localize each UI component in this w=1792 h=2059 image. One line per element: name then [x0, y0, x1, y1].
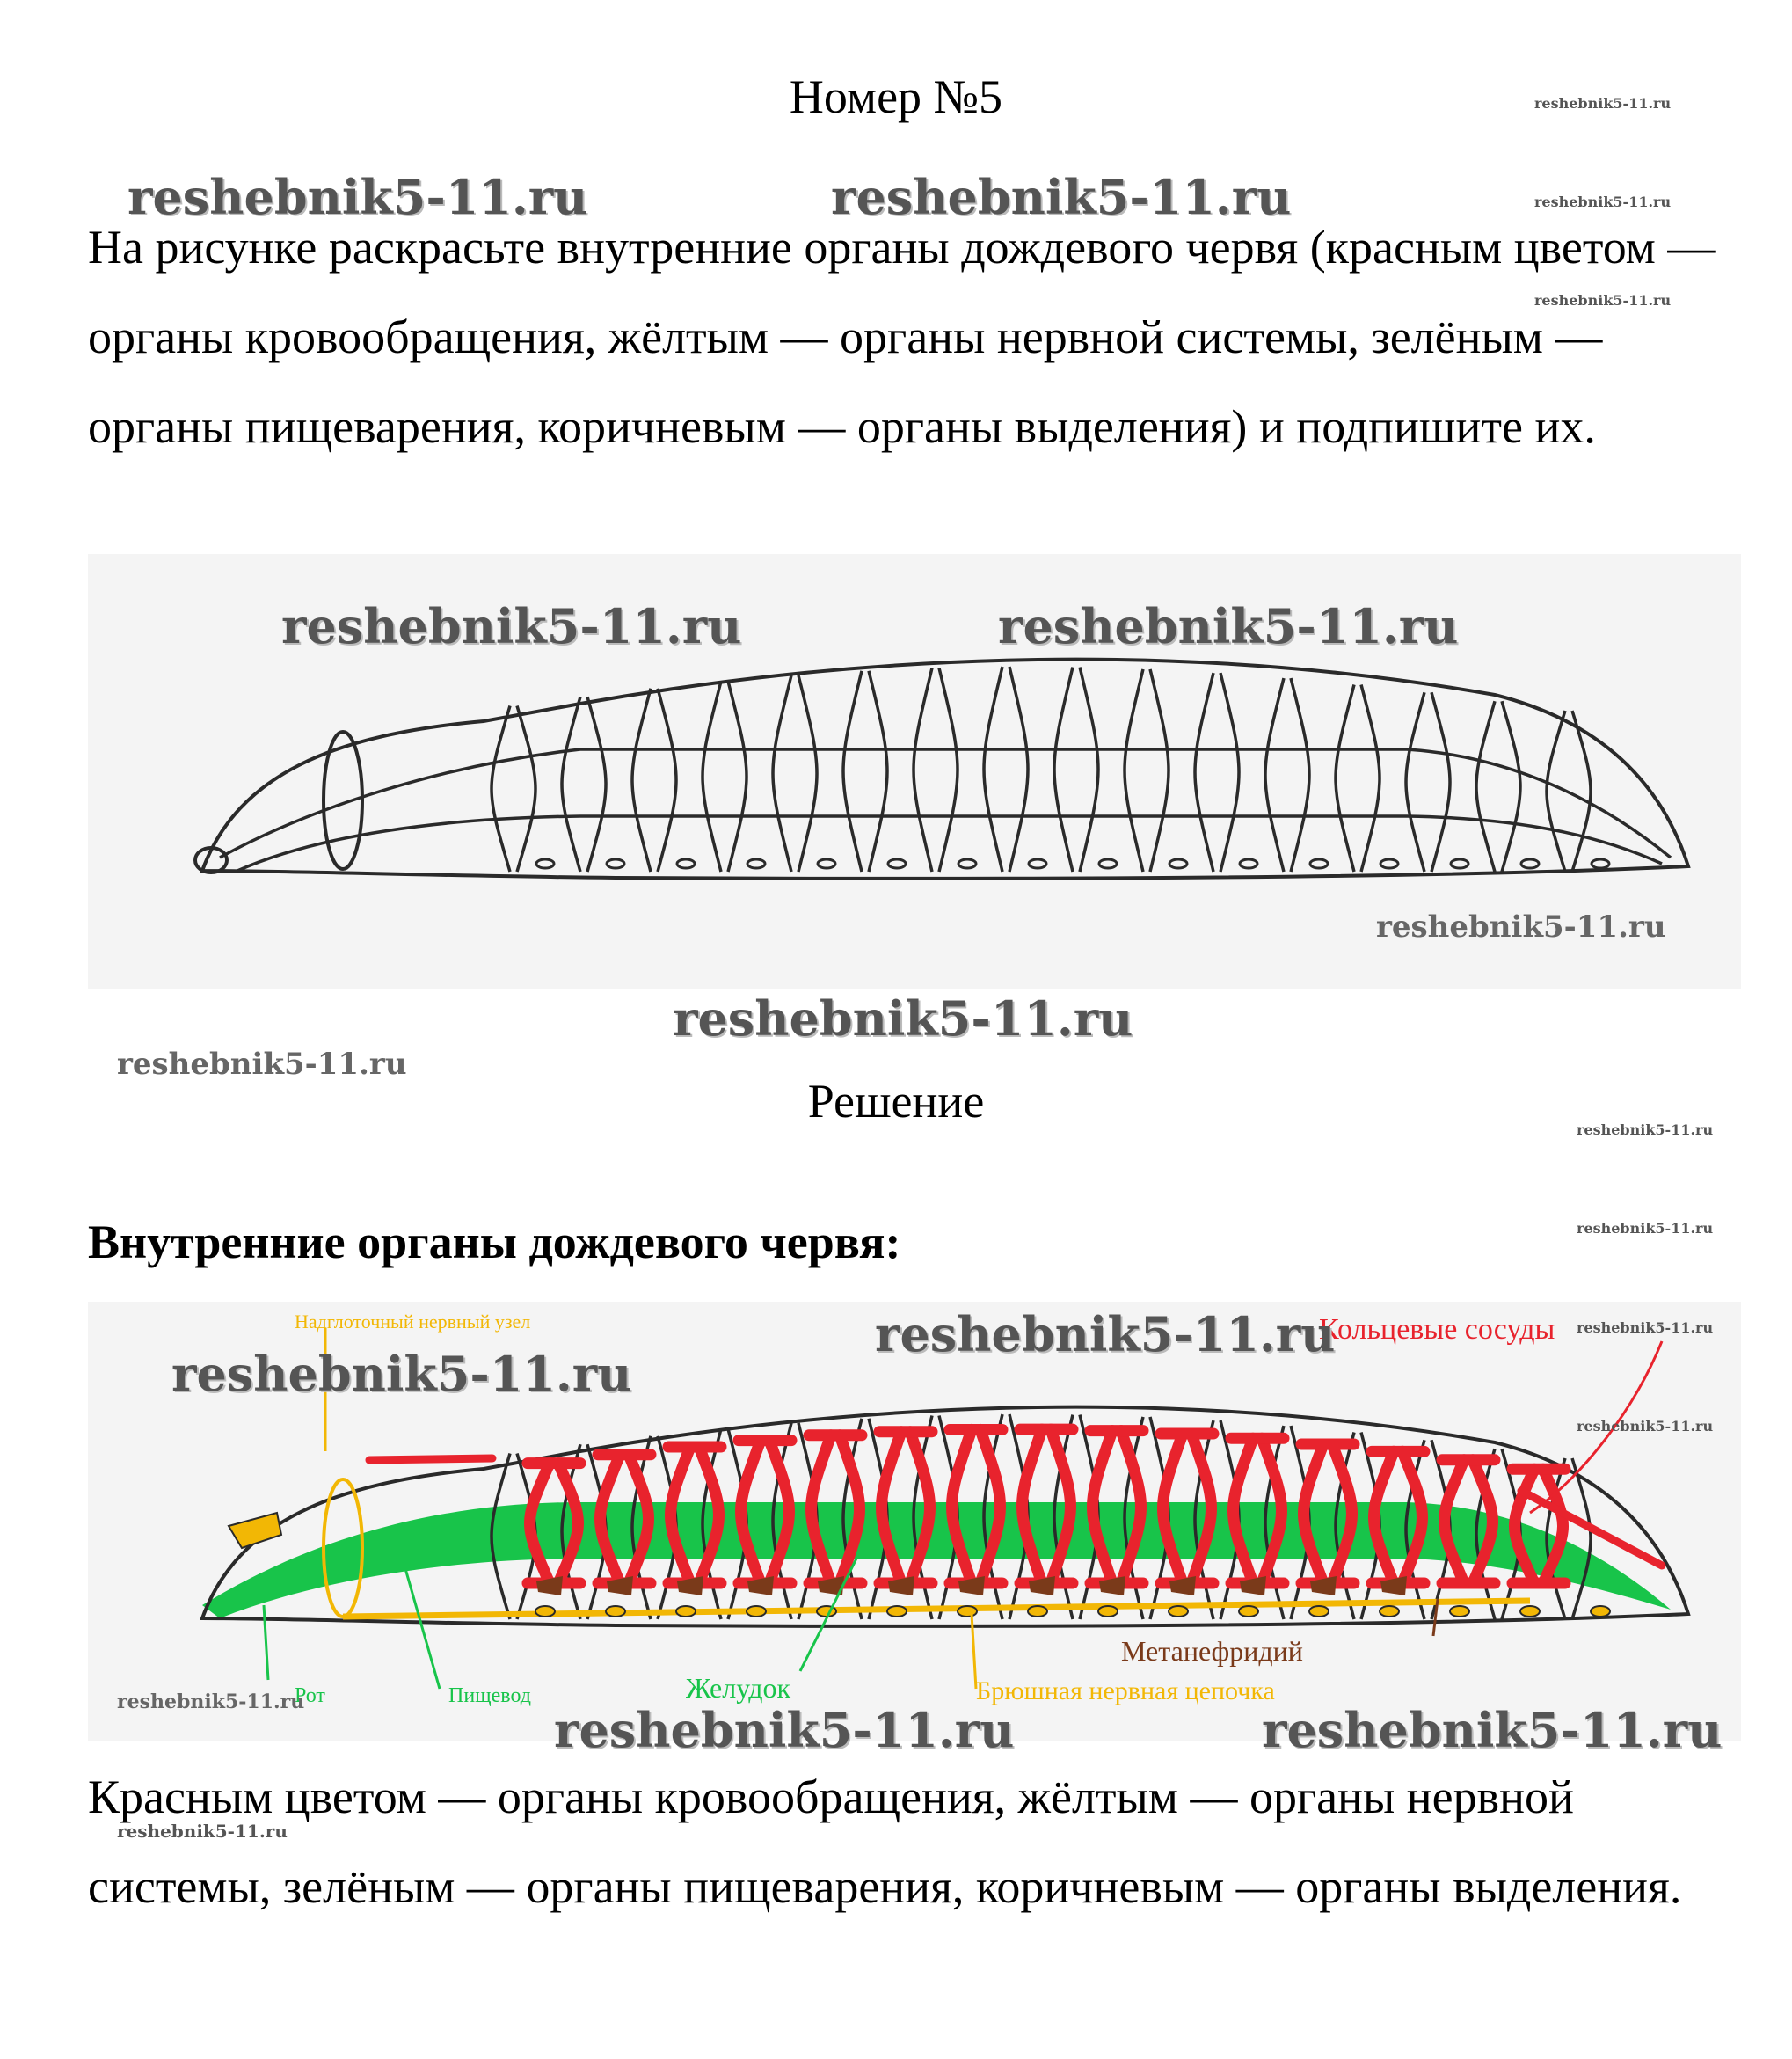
watermark: reshebnik5-11.ru [875, 1306, 1336, 1362]
nerve-ganglion [1239, 1606, 1258, 1617]
nerve-ganglion [958, 1606, 977, 1617]
watermark: reshebnik5-11.ru [171, 1346, 632, 1402]
watermark: reshebnik5-11.ru [831, 169, 1292, 225]
nerve-ganglion [1591, 1606, 1610, 1617]
nerve-ganglion [606, 1606, 625, 1617]
nerve-ganglion [1309, 1606, 1329, 1617]
nerve-ganglion [887, 1606, 907, 1617]
watermark: reshebnik5-11.ru [1262, 1702, 1723, 1758]
label-rot: Рот [295, 1684, 325, 1707]
nerve-ganglion [1169, 1606, 1188, 1617]
watermark: reshebnik5-11.ru [554, 1702, 1015, 1758]
label-nadglotochny: Надглоточный нервный узел [295, 1311, 531, 1333]
watermark: reshebnik5-11.ru [1376, 909, 1666, 945]
watermark: reshebnik5-11.ru [1577, 1220, 1714, 1237]
watermark: reshebnik5-11.ru [127, 169, 588, 225]
section-heading: Внутренние органы дождевого червя: [88, 1216, 901, 1268]
solution-heading: Решение [807, 1075, 985, 1128]
watermark: reshebnik5-11.ru [1534, 292, 1672, 309]
nerve-ganglion [1450, 1606, 1469, 1617]
label-zheludok: Желудок [686, 1672, 791, 1704]
watermark: reshebnik5-11.ru [117, 1821, 288, 1842]
watermark: reshebnik5-11.ru [1577, 1121, 1714, 1138]
watermark: reshebnik5-11.ru [281, 598, 742, 654]
answer-text: Красным цветом — органы кровообращения, жёлтым — органы нервной системы, зелёным — органы пищеварения, коричневым — органы выделения. [88, 1771, 1682, 1913]
watermark: reshebnik5-11.ru [998, 598, 1459, 654]
watermark: reshebnik5-11.ru [673, 990, 1133, 1047]
label-bryushnaya: Брюшная нервная цепочка [976, 1676, 1275, 1705]
label-pishchevod: Пищевод [448, 1684, 531, 1707]
nerve-ganglion [747, 1606, 766, 1617]
watermark: reshebnik5-11.ru [1577, 1319, 1714, 1336]
task-text: На рисунке раскрасьте внутренние органы дождевого червя (красным цветом — органы кровообращения, жёлтым — органы нервной системы, зелёным — органы пищеварения, коричневым — органы выделения) и подпишите их. [88, 221, 1716, 453]
watermark: reshebnik5-11.ru [117, 1047, 407, 1082]
nerve-ganglion [1380, 1606, 1399, 1617]
watermark: reshebnik5-11.ru [1577, 1418, 1714, 1435]
nerve-ganglion [1520, 1606, 1540, 1617]
nerve-ganglion [1028, 1606, 1047, 1617]
nerve-ganglion [676, 1606, 696, 1617]
watermark: reshebnik5-11.ru [1534, 193, 1672, 210]
nerve-ganglion [1098, 1606, 1118, 1617]
watermark: reshebnik5-11.ru [117, 1690, 305, 1713]
label-koltsevye: Кольцевые сосуды [1319, 1313, 1555, 1346]
nerve-ganglion [535, 1606, 555, 1617]
label-metanefridy: Метанефридий [1121, 1635, 1303, 1667]
watermark: reshebnik5-11.ru [1534, 95, 1672, 112]
page-title: Номер №5 [789, 70, 1003, 123]
